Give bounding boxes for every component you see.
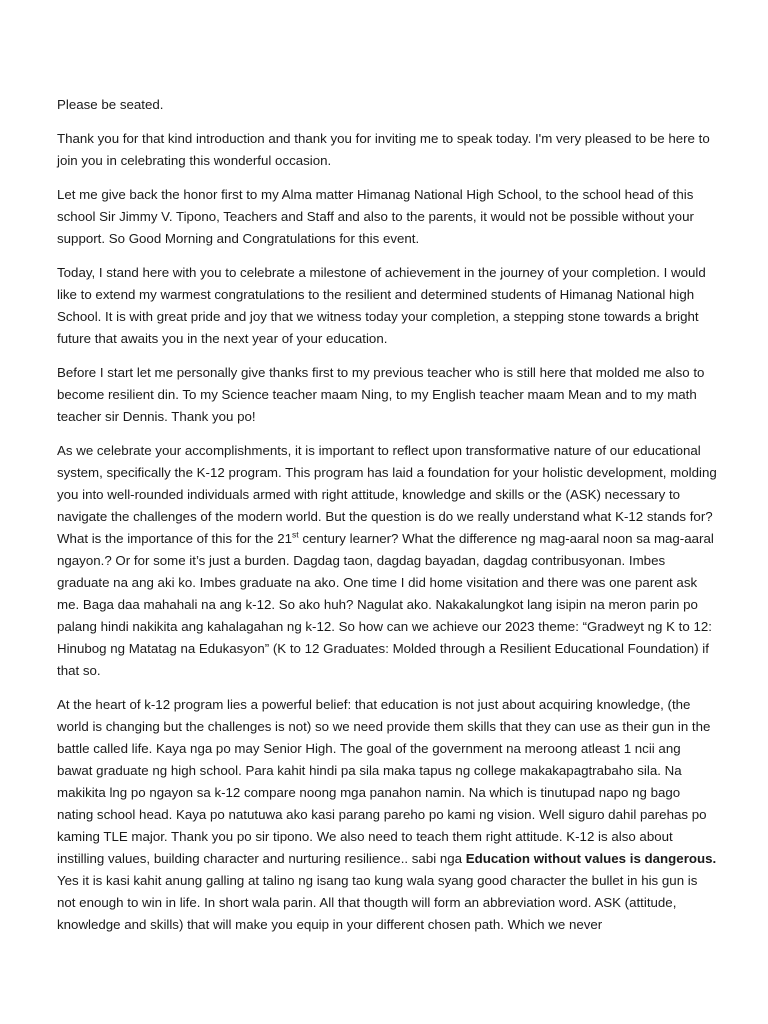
paragraph-k12-belief bbox=[57, 694, 717, 936]
paragraph-6-text-b: century learner? What the difference ng mag-aaral noon sa mag-aaral ngayon.? Or for some it’s just a burden. Dagdag taon, dagdag bayadan, dagdag contribusyonan. Imbes graduate na ang aki ko. Imbes graduate na ako. One time I did home visitation and there was one parent ask me. Baga daa mahahali na ang k-12. So ako huh? Nagulat ako. Nakakalungkot lang isipin na meron parin po palang hindi nakikita ang kahalagahan ng k-12. So how can we achieve our 2023 theme: “Gradweyt ng K to 12: Hinubog ng Matatag na Edukasyon” (K to 12 Graduates: Molded through a Resilient Educational Foundation) if that so. bbox=[57, 531, 714, 678]
paragraph-milestone bbox=[57, 262, 717, 350]
paragraph-greeting bbox=[57, 94, 717, 116]
paragraph-2-text: Thank you for that kind introduction and thank you for inviting me to speak today. I'm very pleased to be here to join you in celebrating this wonderful occasion. bbox=[57, 131, 710, 168]
paragraph-6-text-a: As we celebrate your accomplishments, it is important to reflect upon transformative nature of our educational system, specifically the K-12 program. This program has laid a foundation for your holistic development, molding you into well-rounded individuals armed with right attitude, knowledge and skills or the (ASK) necessary to navigate the challenges of the modern world. But the question is do we really understand what K-12 stands for? What is the importance of this for the 21 bbox=[57, 443, 717, 546]
superscript-st: st bbox=[292, 529, 299, 540]
paragraph-3-text: Let me give back the honor first to my Alma matter Himanag National High School, to the school head of this school Sir Jimmy V. Tipono, Teachers and Staff and also to the parents, it would not be possible without your support. So Good Morning and Congratulations for this event. bbox=[57, 187, 694, 246]
paragraph-7-text-b: Yes it is kasi kahit anung galling at talino ng isang tao kung wala syang good character the bullet in his gun is not enough to win in life. In short wala parin. All that thougth will form an abbreviation word. ASK (attitude, knowledge and skills) that will make you equip in your different chosen path. Which we never bbox=[57, 873, 698, 932]
paragraph-1-text: Please be seated. bbox=[57, 97, 164, 112]
paragraph-k12-program bbox=[57, 440, 717, 682]
paragraph-4-text: Today, I stand here with you to celebrate a milestone of achievement in the journey of your completion. I would like to extend my warmest congratulations to the resilient and determined students of Himanag National high School. It is with great pride and joy that we witness today your completion, a stepping stone towards a bright future that awaits you in the next year of your education. bbox=[57, 265, 706, 346]
paragraph-7-bold-quote: Education without values is dangerous. bbox=[465, 851, 717, 866]
paragraph-teachers bbox=[57, 362, 717, 428]
paragraph-7-text-a: At the heart of k-12 program lies a powerful belief: that education is not just about acquiring knowledge, (the world is changing but the challenges is not) so we need provide them skills that they can use as their gun in the battle called life. Kaya nga po may Senior High. The goal of the government na meroong atleast 1 ncii ang bawat graduate ng high school. Para kahit hindi pa sila maka tapus ng college makakapagtrabaho sila. Na makikita lng po ngayon sa k-12 compare noong mga panahon namin. Na which is tinutupad napo ng bago nating school head. Kaya po natutuwa ako kasi parang pareho po kami ng vision. Well siguro dahil parehas po kaming TLE major. Thank you po sir tipono. We also need to teach them right attitude. K-12 is also about instilling values, building character and nurturing resilience.. sabi nga bbox=[57, 697, 711, 866]
paragraph-thanks bbox=[57, 128, 717, 172]
paragraph-5-text: Before I start let me personally give thanks first to my previous teacher who is still here that molded me also to become resilient din. To my Science teacher maam Ning, to my English teacher maam Mean and to my math teacher sir Dennis. Thank you po! bbox=[57, 365, 705, 424]
speech-text bbox=[57, 94, 717, 948]
paragraph-honor bbox=[57, 184, 717, 250]
